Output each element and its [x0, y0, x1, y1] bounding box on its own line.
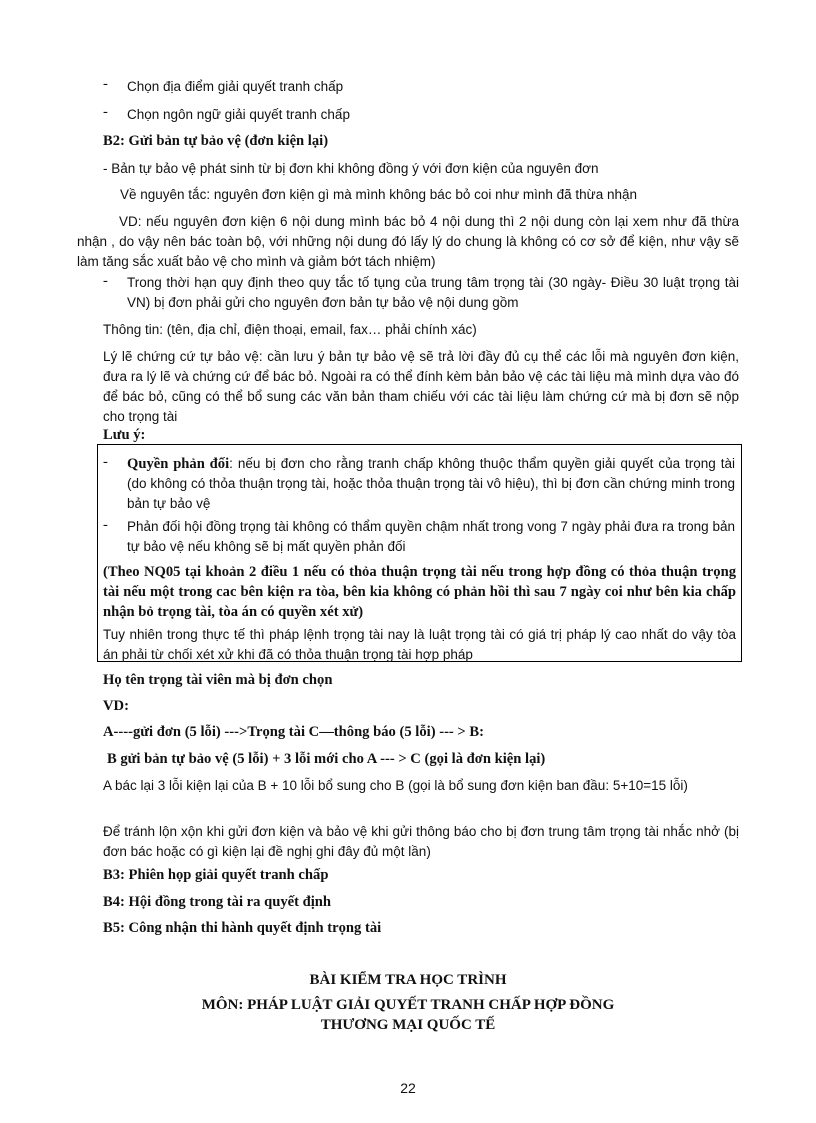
paragraph: Thông tin: (tên, địa chỉ, điện thoại, email, fax… phải chính xác) [103, 322, 477, 337]
note-paragraph: Tuy nhiên trong thực tế thì pháp lệnh trọng tài nay là luật trọng tài có giá trị pháp lý cao nhất do vậy tòa án phải từ chối xét xử khi đã có thỏa thuận trọng tài hợp pháp [103, 627, 736, 662]
bullet-dash: - [103, 454, 108, 470]
section-heading-b5: B5: Công nhận thi hành quyết định trọng tài [103, 920, 382, 936]
bullet-item: Chọn địa điểm giải quyết tranh chấp [127, 79, 344, 94]
paragraph: - Bản tự bảo vệ phát sinh từ bị đơn khi không đồng ý với đơn kiện của nguyên đơn [103, 161, 599, 176]
section-heading-b2: B2: Gửi bản tự bảo vệ (đơn kiện lại) [103, 133, 329, 149]
bullet-item: Trong thời hạn quy định theo quy tắc tố tụng của trung tâm trọng tài (30 ngày- Điều 30 luật trọng tài VN) bị đơn phải gửi cho nguyên đơn bản tự bảo vệ nội dung gồm [127, 275, 739, 310]
section-heading-b3: B3: Phiên họp giải quyết tranh chấp [103, 867, 329, 883]
note-bold-paragraph: (Theo NQ05 tại khoản 2 điều 1 nếu có thỏa thuận trọng tài nếu trong hợp đồng có thỏa thuận trọng tài nếu một trong cac bên kiện ra tòa, bên kia không có phản hồi thì sau 7 ngày coi như bên kia chấp nhận bỏ trọng tài, tòa án có quyền xét xử) [103, 564, 736, 620]
note-label: Lưu ý: [103, 427, 146, 443]
section-heading-b4: B4: Hội đồng trong tài ra quyết định [103, 894, 331, 910]
paragraph: Để tránh lộn xộn khi gửi đơn kiện và bảo vệ khi gửi thông báo cho bị đơn trung tâm trọng tài nhắc nhở (bị đơn bác hoặc có gì kiện lại đề nghị ghi đây đủ một lần) [103, 824, 739, 859]
example-paragraph: VD: nếu nguyên đơn kiện 6 nội dung mình bác bỏ 4 nội dung thì 2 nội dung còn lại xem như đã thừa nhận , do vậy nên bác toàn bộ, với những nội dung đó lấy lý do chung là không có cơ sở để kiện, như vậy sẽ làm tăng sắc xuất bảo vệ cho mình và giảm bớt tách nhiệm) [77, 214, 739, 269]
bullet-dash: - [103, 273, 108, 289]
note-bold-term: Quyền phản đối [127, 456, 230, 472]
bullet-dash: - [103, 76, 108, 92]
note-text: : nếu bị đơn cho rằng tranh chấp không thuộc thẩm quyền giải quyết của trọng tài (do không có thỏa thuận trọng tài, hoặc thỏa thuận trọng tài vô hiệu), thì bị đơn cần chứng minh trong bản tự bảo vệ [127, 456, 735, 511]
flow-line: A----gửi đơn (5 lỗi) --->Trọng tài C—thông báo (5 lỗi) --- > B: [103, 724, 484, 740]
test-title: BÀI KIỂM TRA HỌC TRÌNH [309, 972, 507, 988]
subject-title: MÔN: PHÁP LUẬT GIẢI QUYẾT TRANH CHẤP HỢP ĐỒNG [201, 997, 615, 1013]
note-bullet [127, 454, 735, 514]
flow-line: A bác lại 3 lỗi kiện lại của B + 10 lỗi bổ sung cho B (gọi là bổ sung đơn kiện ban đầu: 5+10=15 lỗi) [103, 778, 688, 793]
bullet-dash: - [103, 104, 108, 120]
bullet-dash: - [103, 517, 108, 533]
note-bullet: Phản đối hội đồng trọng tài không có thẩm quyền chậm nhất trong vong 7 ngày phải đưa ra trong bản tự bảo vệ nếu không sẽ bị mất quyền phản đối [127, 519, 735, 554]
paragraph: Lý lẽ chứng cứ tự bảo vệ: cần lưu ý bản tự bảo vệ sẽ trả lời đầy đủ cụ thể các lỗi mà nguyên đơn kiện, đưa ra lý lẽ và chứng cứ để bác bỏ. Ngoài ra có thể đính kèm bản bảo vệ các tài liệu mà mình dựa vào đó để bác bỏ, cũng có thể bổ sung các văn bản tham chiếu với các tài liệu làm chứng cứ mà bị đơn sẽ nộp cho trọng tài [103, 349, 739, 424]
paragraph: Về nguyên tắc: nguyên đơn kiện gì mà mình không bác bỏ coi như mình đã thừa nhận [120, 187, 638, 202]
page-number: 22 [400, 1080, 416, 1096]
bullet-item: Chọn ngôn ngữ giải quyết tranh chấp [127, 107, 350, 122]
example-label: VD: [103, 698, 129, 714]
flow-line: B gửi bản tự bảo vệ (5 lỗi) + 3 lỗi mới cho A --- > C (gọi là đơn kiện lại) [107, 751, 546, 767]
bold-line: Họ tên trọng tài viên mà bị đơn chọn [103, 672, 333, 688]
subject-title-cont: THƯƠNG MẠI QUỐC TẾ [320, 1017, 496, 1033]
